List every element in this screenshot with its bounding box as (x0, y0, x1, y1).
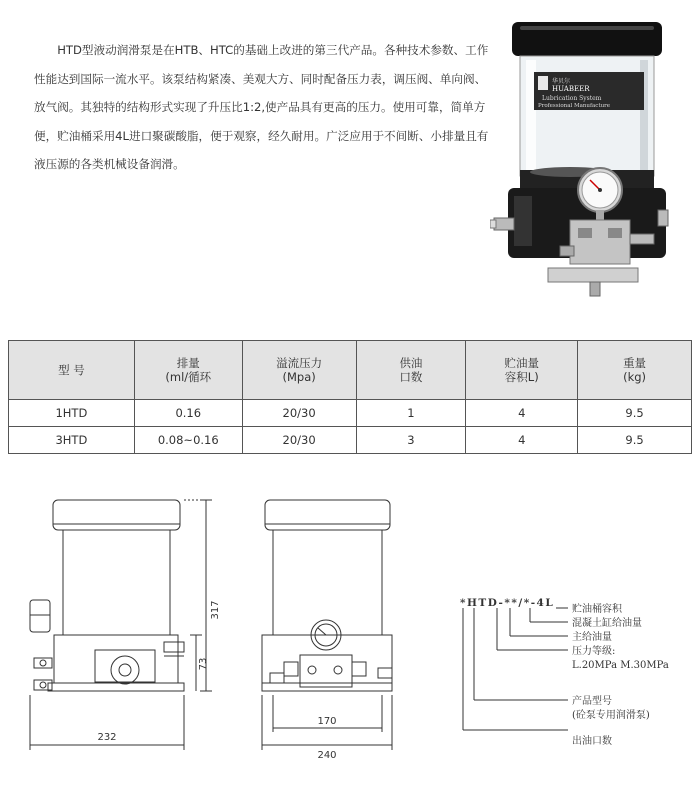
table-header: 重量 (kg) (578, 341, 692, 400)
table-cell: 20/30 (242, 400, 356, 427)
table-cell: 9.5 (578, 427, 692, 454)
photo-label-line4: Professional Manufacture (538, 103, 611, 109)
dim-width-outer: 240 (317, 750, 337, 761)
table-header-row (9, 341, 692, 400)
model-code: *HTD-**/*-4L (460, 597, 555, 609)
dim-height-base: 73 (198, 657, 209, 671)
dim-width-left: 232 (97, 732, 117, 743)
code-leaders (463, 608, 568, 730)
code-label: 贮油桶容积 (572, 604, 622, 615)
code-label: 主给油量 (572, 632, 612, 643)
table-cell: 3 (356, 427, 466, 454)
side-view (262, 500, 392, 750)
table-cell: 9.5 (578, 400, 692, 427)
photo-label-line3: Lubrication System (542, 95, 602, 102)
table-cell: 0.16 (134, 400, 242, 427)
table-row (9, 427, 692, 454)
product-photo (490, 20, 670, 310)
table-header: 型 号 (9, 341, 135, 400)
table-cell: 20/30 (242, 427, 356, 454)
table-header: 溢流压力 (Mpa) (242, 341, 356, 400)
intro-paragraph: HTD型液动润滑泵是在HTB、HTC的基础上改进的第三代产品。各种技术参数、工作性能达到国际一流水平。该泵结构紧凑、美观大方、同时配备压力表，调压阀、单向阀、放气阀。其独特的结构形式实现了升压比1:2,使产品具有更高的压力。使用可靠，简单方便，贮油桶采用4L进口聚碳酸脂，便于观察，经久耐用。广泛应用于不间断、小排量且有液压源的各类机械设备润滑。 (34, 43, 489, 171)
technical-drawing (0, 490, 700, 790)
table-cell: 4 (466, 400, 578, 427)
code-label: 产品型号 (572, 696, 612, 707)
front-view (30, 500, 212, 750)
code-label: 混凝土缸给油量 (572, 618, 642, 629)
spec-table (8, 340, 692, 454)
table-cell: 4 (466, 427, 578, 454)
table-cell: 0.08~0.16 (134, 427, 242, 454)
table-header: 供油 口数 (356, 341, 466, 400)
dim-height-total: 317 (210, 600, 221, 620)
table-cell: 3HTD (9, 427, 135, 454)
photo-brand-line1: 华贝尔 (552, 78, 571, 85)
table-header: 排量 (ml/循环 (134, 341, 242, 400)
code-label: (砼泵专用润滑泵) (572, 710, 650, 721)
code-label: 出油口数 (572, 736, 612, 747)
code-label: 压力等级: (572, 646, 616, 657)
photo-brand-line2: HUABEER (552, 85, 590, 93)
dim-width-inner: 170 (317, 716, 337, 727)
table-cell: 1 (356, 400, 466, 427)
table-header: 贮油量 容积L) (466, 341, 578, 400)
table-cell: 1HTD (9, 400, 135, 427)
table-row (9, 400, 692, 427)
code-label: L.20MPa M.30MPa (572, 660, 669, 671)
